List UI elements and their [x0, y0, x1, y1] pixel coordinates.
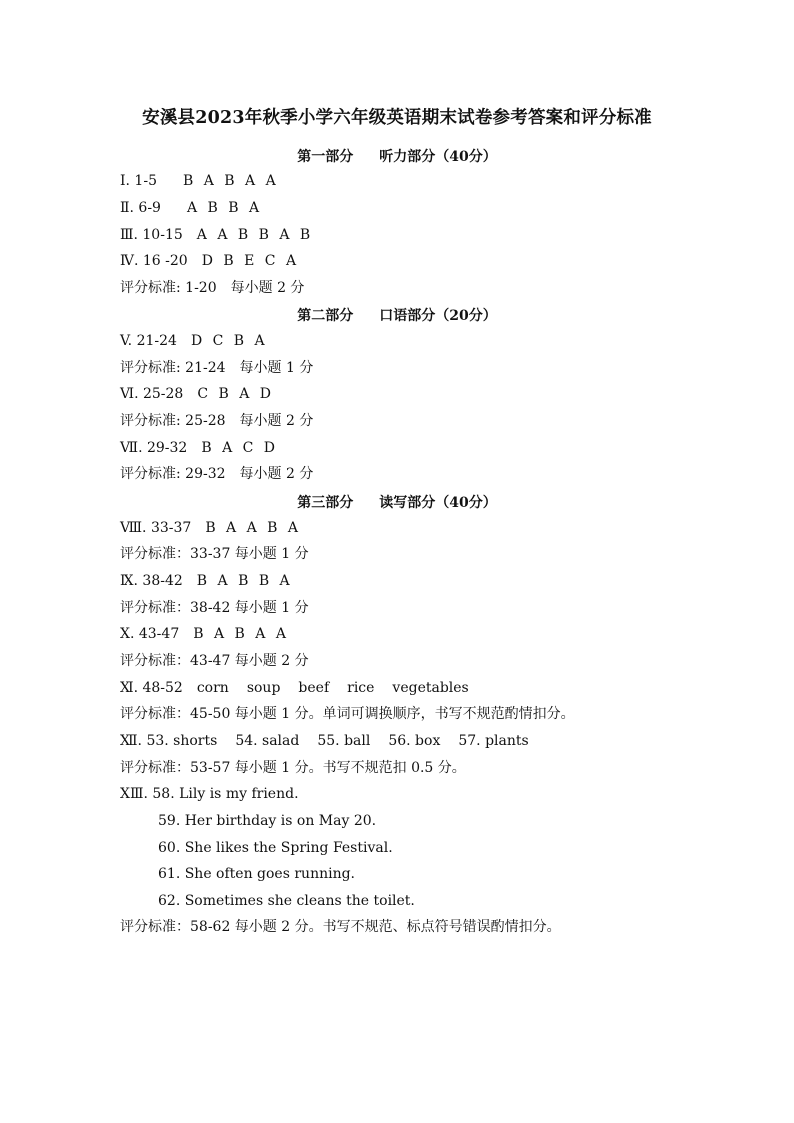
part3-heading	[0, 492, 794, 512]
sentence-answer: 60. She likes the Spring Festival.	[158, 840, 393, 856]
document-title: 安溪县2023年秋季小学六年级英语期末试卷参考答案和评分标准	[142, 108, 652, 128]
scoring-line: 评分标准：58-62 每小题 2 分。书写不规范、标点符号错误酌情扣分。	[120, 919, 561, 935]
answer-line-20	[120, 732, 529, 750]
part2-heading	[0, 305, 794, 325]
question-range: Ⅰ. 1-5	[120, 173, 157, 189]
word-answer: 57. plants	[458, 733, 529, 749]
scoring-line: 评分标准：53-57 每小题 1 分。书写不规范扣 0.5 分。	[120, 760, 466, 776]
answers: C B A D	[197, 386, 275, 402]
answers: B A B B A	[196, 573, 293, 589]
answers: A B B A	[186, 200, 263, 216]
answer-line-8	[120, 385, 274, 403]
question-range: Ⅸ. 38-42	[120, 573, 183, 589]
part3-subtitle: 读写部分（40分）	[379, 495, 497, 511]
answer-line-10	[120, 439, 278, 457]
answer-line-16	[120, 625, 289, 643]
question-range: Ⅶ. 29-32	[120, 440, 188, 456]
scoring-line: 评分标准: 29-32 每小题 2 分	[120, 466, 314, 482]
part3-name: 第三部分	[297, 495, 354, 511]
question-range: V. 21-24	[120, 333, 177, 349]
word-answer: rice	[347, 680, 375, 696]
answers: B A B A A	[182, 173, 279, 189]
word-answer: beef	[298, 680, 330, 696]
scoring-line: 评分标准：43-47 每小题 2 分	[120, 653, 309, 669]
question-range: Ⅱ. 6-9	[120, 200, 161, 216]
scoring-line: 评分标准: 1-20 每小题 2 分	[120, 280, 305, 296]
question-range: Ⅷ. 33-37	[120, 520, 192, 536]
word-answer: 54. salad	[235, 733, 300, 749]
question-range: Ⅳ. 16 -20	[120, 253, 188, 269]
question-range: Ⅵ. 25-28	[120, 386, 184, 402]
answer-line-2	[120, 199, 262, 217]
sentence-answer: 62. Sometimes she cleans the toilet.	[158, 893, 415, 909]
answer-line-1	[120, 172, 279, 190]
word-answer: 56. box	[388, 733, 441, 749]
word-answer: 55. ball	[317, 733, 371, 749]
question-range: Ⅹ. 43-47	[120, 626, 180, 642]
part1-name: 第一部分	[297, 149, 354, 165]
scoring-line: 评分标准：33-37 每小题 1 分	[120, 546, 309, 562]
scoring-line: 评分标准：45-50 每小题 1 分。单词可调换顺序，书写不规范酌情扣分。	[120, 706, 575, 722]
answer-line-14	[120, 572, 293, 590]
part2-name: 第二部分	[297, 308, 354, 324]
scoring-line: 评分标准: 21-24 每小题 1 分	[120, 360, 314, 376]
answer-line-22	[120, 785, 299, 803]
part1-heading	[0, 146, 794, 166]
scoring-line: 评分标准: 25-28 每小题 2 分	[120, 413, 314, 429]
answer-line-4	[120, 252, 299, 270]
word-answer: 53. shorts	[146, 733, 218, 749]
question-range: ⅩⅢ.	[120, 786, 148, 802]
answer-line-18	[120, 679, 469, 697]
answer-line-3	[120, 226, 313, 244]
sentence-answer: 59. Her birthday is on May 20.	[158, 813, 377, 829]
answers: D C B A	[190, 333, 268, 349]
sentence-answer: 61. She often goes running.	[158, 866, 356, 882]
answers: D B E C A	[201, 253, 300, 269]
question-range: Ⅲ. 10-15	[120, 227, 183, 243]
answers: B A A B A	[205, 520, 302, 536]
answer-line-6	[120, 332, 268, 350]
word-answer: vegetables	[392, 680, 469, 696]
answers: B A B A A	[193, 626, 289, 642]
sentence-answer: 58. Lily is my friend.	[152, 786, 299, 802]
word-answer: soup	[246, 680, 281, 696]
question-range: Ⅺ. 48-52	[120, 680, 183, 696]
answers: B A C D	[201, 440, 279, 456]
answer-line-12	[120, 519, 301, 537]
part1-subtitle: 听力部分（40分）	[379, 149, 497, 165]
question-range: Ⅻ.	[120, 733, 142, 749]
word-answer: corn	[196, 680, 229, 696]
answers: A A B B A B	[196, 227, 314, 243]
scoring-line: 评分标准：38-42 每小题 1 分	[120, 600, 309, 616]
part2-subtitle: 口语部分（20分）	[379, 308, 497, 324]
